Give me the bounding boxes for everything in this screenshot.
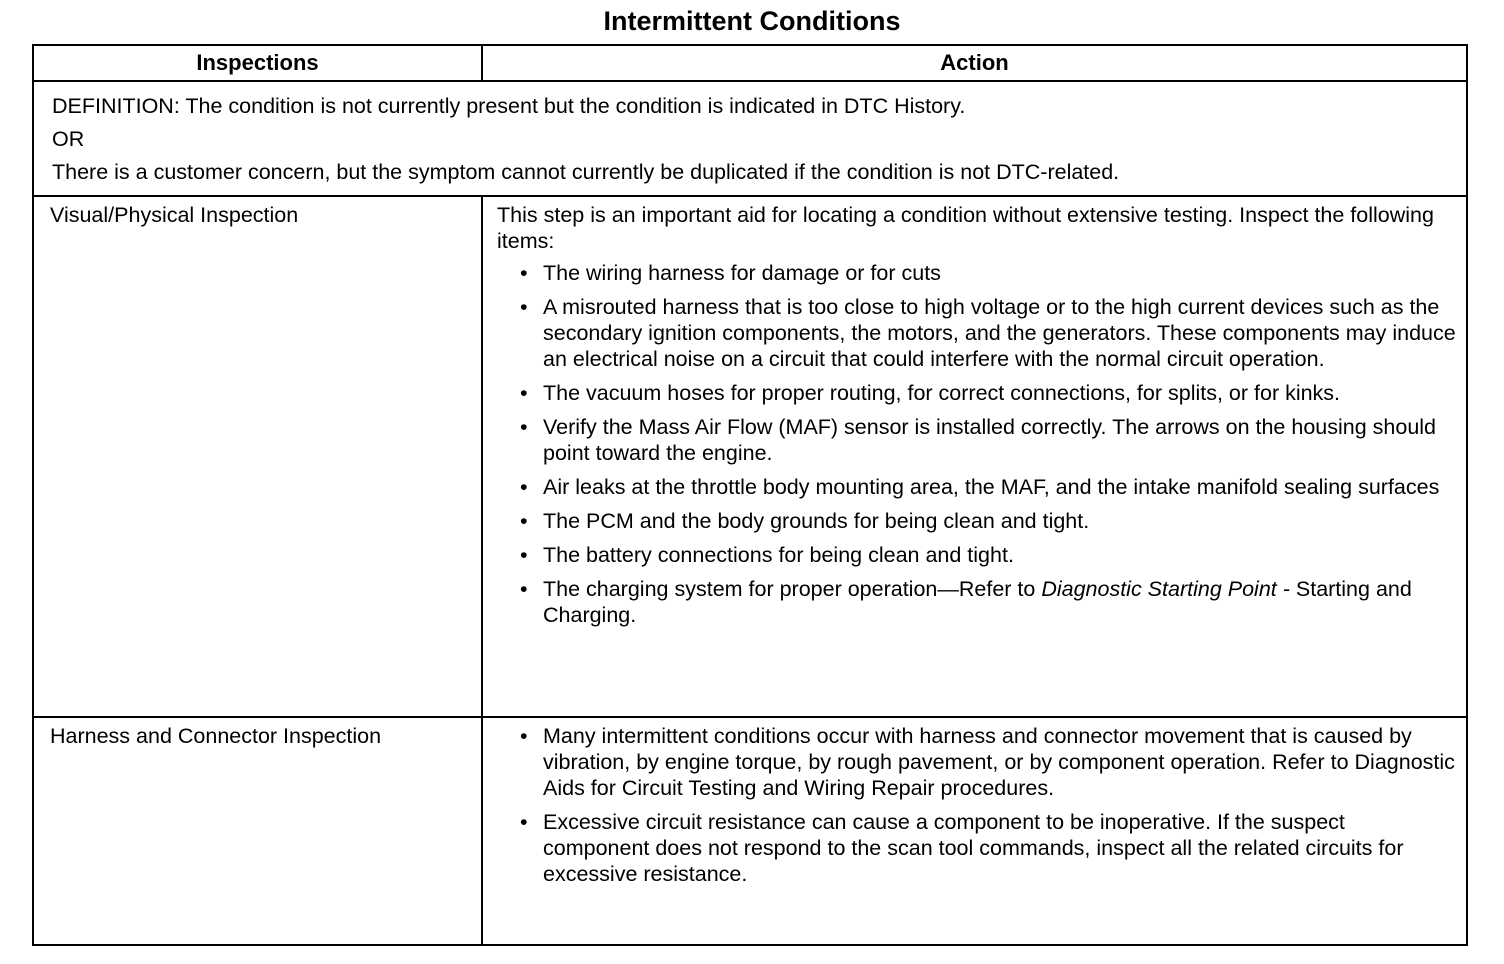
column-header-inspections: Inspections [33, 45, 482, 81]
action-cell [482, 717, 1467, 945]
list-item: • The wiring harness for damage or for cuts [543, 260, 1456, 286]
document-title: Intermittent Conditions [603, 6, 901, 36]
list-item: • Air leaks at the throttle body mounting area, the MAF, and the intake manifold sealing surfaces [543, 474, 1456, 500]
definition-row [33, 81, 1467, 196]
bullet-text: The charging system for proper operation—Refer to [543, 577, 1042, 601]
inspection-name: Visual/Physical Inspection [33, 196, 482, 717]
definition-cell [33, 81, 1467, 196]
action-cell [482, 196, 1467, 717]
definition-alt-text: There is a customer concern, but the symptom cannot currently be duplicated if the condition is not DTC-related. [52, 160, 1120, 184]
intermittent-conditions-table [32, 44, 1468, 946]
table-header-row [33, 45, 1467, 81]
column-header-action: Action [482, 45, 1467, 81]
action-bullet-list [497, 260, 1456, 628]
definition-or: OR [52, 127, 85, 151]
action-intro: This step is an important aid for locating a condition without extensive testing. Inspect the following items: [497, 203, 1434, 253]
list-item: • The vacuum hoses for proper routing, for correct connections, for splits, or for kinks. [543, 380, 1456, 406]
list-item: • The battery connections for being clean and tight. [543, 542, 1456, 568]
reference-link-italic: Diagnostic Starting Point - [1041, 577, 1296, 601]
list-item: • The PCM and the body grounds for being clean and tight. [543, 508, 1456, 534]
list-item [543, 576, 1456, 628]
table-row [33, 717, 1467, 945]
action-bullet-list [497, 723, 1456, 887]
list-item: • Verify the Mass Air Flow (MAF) sensor is installed correctly. The arrows on the housing should point toward the engine. [543, 414, 1456, 466]
list-item: • Many intermittent conditions occur with harness and connector movement that is caused by vibration, by engine torque, by rough pavement, or by component operation. Refer to Diagnostic Aids for Circuit Testing and Wiring Repair procedures. [543, 723, 1456, 801]
list-item: • Excessive circuit resistance can cause a component to be inoperative. If the suspect component does not respond to the scan tool commands, inspect all the related circuits for excessive resistance. [543, 809, 1456, 887]
list-item: • A misrouted harness that is too close to high voltage or to the high current devices such as the secondary ignition components, the motors, and the generators. These components may induce an electrical noise on a circuit that could interfere with the normal circuit operation. [543, 294, 1456, 372]
table-row [33, 196, 1467, 717]
reference-text: Starting and Charging. [543, 577, 1412, 627]
definition-text: DEFINITION: The condition is not currently present but the condition is indicated in DTC History. [52, 94, 966, 118]
inspection-name: Harness and Connector Inspection [33, 717, 482, 945]
